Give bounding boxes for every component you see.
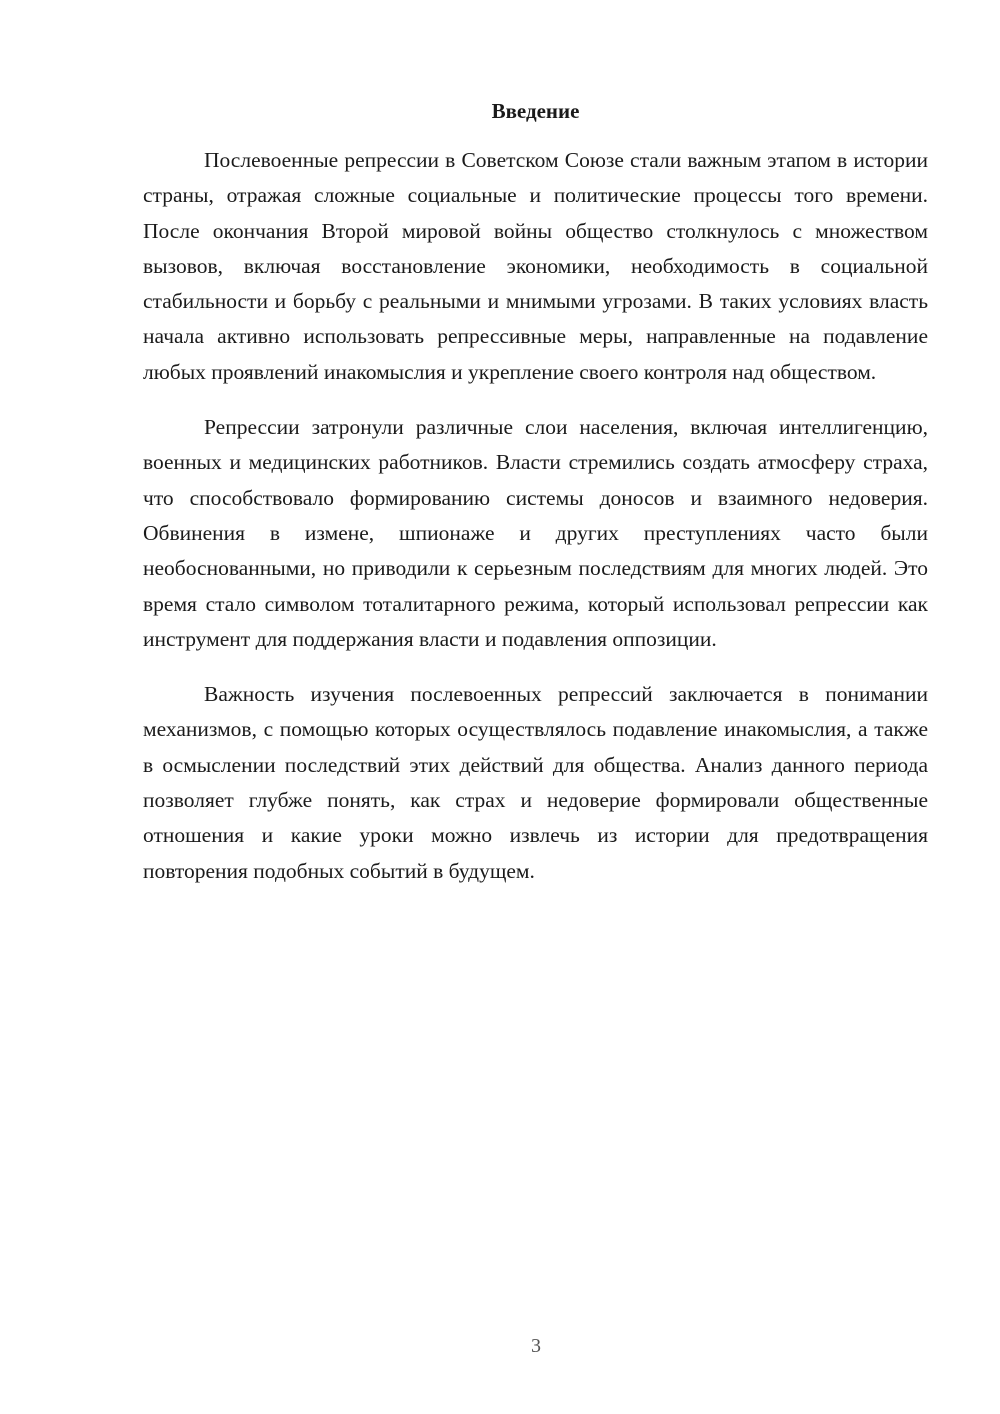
paragraph-3: Важность изучения послевоенных репрессий заключается в понимании механизмов, с помощью которых осуществлялось подавление инакомыслия, а также в осмыслении последствий этих действий для общества. Анализ данного периода позволяет глубже понять, как страх и недоверие формировали общественные отношения и какие уроки можно извлечь из истории для предотвращения повторения подобных событий в будущем. [143,682,928,883]
paragraph-1: Послевоенные репрессии в Советском Союзе стали важным этапом в истории страны, отражая сложные социальные и политические процессы того времени. После окончания Второй мировой войны общество столкнулось с множеством вызовов, включая восстановление экономики, необходимость в социальной стабильности и борьбу с реальными и мнимыми угрозами. В таких условиях власть начала активно использовать репрессивные меры, направленные на подавление любых проявлений инакомыслия и укрепление своего контроля над обществом. [143,148,928,384]
body-text [143,143,928,909]
paragraph-2: Репрессии затронули различные слои населения, включая интеллигенцию, военных и медицинских работников. Власти стремились создать атмосферу страха, что способствовало формированию системы доносов и взаимного недоверия. Обвинения в измене, шпионаже и других преступлениях часто были необоснованными, но приводили к серьезным последствиям для многих людей. Это время стало символом тоталитарного режима, который использовал репрессии как инструмент для поддержания власти и подавления оппозиции. [143,415,928,651]
section-heading: Введение [491,99,580,123]
page-number: 3 [531,1335,541,1357]
